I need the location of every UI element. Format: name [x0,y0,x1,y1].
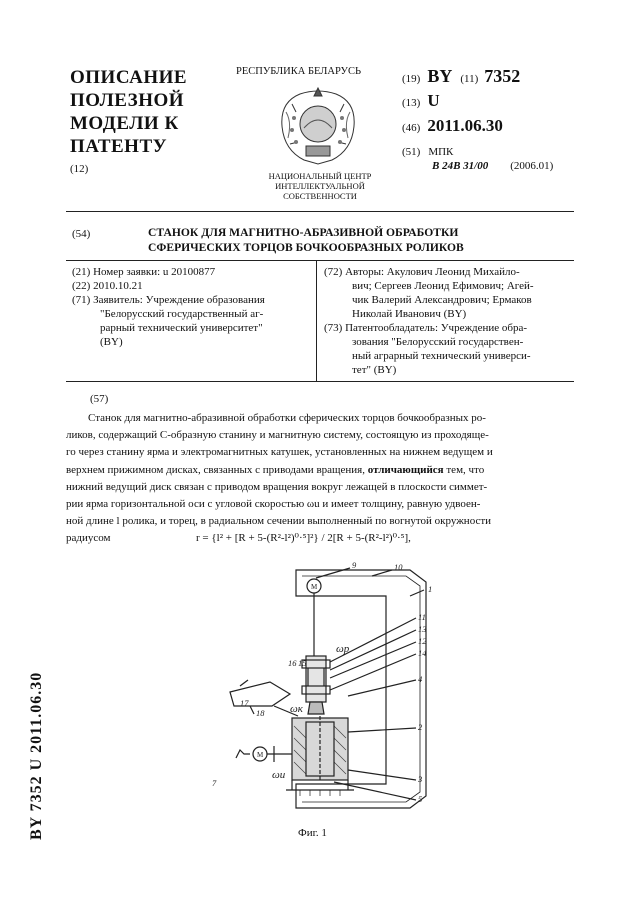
doc-title-line: ПАТЕНТУ [70,136,168,157]
figure-label: 11 [418,612,426,622]
abstract-text: верхнем прижимном дисках, связанных с приводами вращения, [66,463,368,476]
doc-title-line: МОДЕЛИ К [70,113,179,134]
divider [66,260,574,261]
abstract-line: Станок для магнитно-абразивной обработки сферических торцов бочкообразных ро- [88,412,486,424]
ipc-class: B 24B 31/00 [432,160,489,172]
applicant-cont: "Белорусский государственный аг- [100,308,264,320]
abstract-line: ликов, содержащий С-образную станину и магнитную систему, состоящую из проходяще- [66,429,489,442]
ipc-class-row [432,156,553,174]
abstract-code: (57) [90,393,109,405]
date-code: (46) [402,122,421,134]
patent-owner-cont: ный аграрный технический универси- [352,350,531,362]
patent-owner: (73) Патентообладатель: Учреждение обра- [324,322,528,334]
upper-spindle [306,656,326,702]
abstract-line: ной длине l ролика, и торец, в радиальном сечении выполненный по вогнутой окружности [66,515,492,528]
abstract-line: радиусом [66,532,111,545]
patent-owner-cont: тет" (BY) [352,364,397,376]
doc-title-line: ПОЛЕЗНОЙ [70,90,185,111]
ipc-code: (51) [402,146,421,158]
abstract-line: го через станину ярма и электромагнитных катушек, установленных на нижнем ведущем и [66,446,493,459]
application-number: (21) Номер заявки: u 20100877 [72,266,216,278]
authors-cont: вич; Сергеев Леонид Ефимович; Агей- [352,280,534,292]
figure-label: 17 [240,698,249,708]
patent-title [148,225,464,255]
date-row [402,116,503,136]
figure-label: M [257,751,264,759]
divider [66,381,574,382]
doc-title-line: ОПИСАНИЕ [70,67,188,88]
title-line: СФЕРИЧЕСКИХ ТОРЦОВ БОЧКООБРАЗНЫХ РОЛИКОВ [148,241,464,254]
title-code: (54) [72,228,91,240]
figure-label: M [311,583,318,591]
biblio-left [72,265,308,349]
figure-label: ωк [290,703,303,715]
figure-label: 2 [418,722,423,732]
number-code: (11) [460,73,479,85]
country-code: (19) [402,73,421,85]
abstract-line: рии ярма горизонтальной оси с угловой скоростью ωu и имеет толщину, равную удвоен- [66,498,481,511]
coat-of-arms-icon [272,82,364,168]
patent-number: 7352 [484,66,521,86]
center-line: НАЦИОНАЛЬНЫЙ ЦЕНТР [268,171,372,181]
formula: r = {l² + [R + 5-(R²-l²)⁰·⁵]²} / 2[R + 5-(R²-l²)⁰·⁵], [196,532,411,544]
patent-owner-cont: зования "Белорусский государствен- [352,336,524,348]
applicant: (71) Заявитель: Учреждение образования [72,294,265,306]
figure-label: 10 [394,562,403,572]
figure-label: 13 [418,624,427,634]
kind: U [427,91,440,110]
kind-code: (13) [402,97,421,109]
column-divider [316,260,317,381]
publication-date: 2011.06.30 [427,116,503,135]
republic-label: РЕСПУБЛИКА БЕЛАРУСЬ [236,66,362,77]
country-row [402,66,520,87]
authors-cont: чик Валерий Александрович; Ермаков [352,294,532,306]
authors-cont: Николай Иванович (BY) [352,308,467,320]
side-label: BY 7352 U 2011.06.30 [28,671,45,840]
applicant-cont: рарный технический университет" [100,322,263,334]
abstract-text: тем, что [443,463,485,476]
figure-label: ωu [272,769,286,781]
center-line: СОБСТВЕННОСТИ [283,191,357,201]
figure-label: 9 [352,560,357,570]
figure-label: 14 [418,648,427,658]
national-center [250,171,390,201]
filing-date: (22) 2010.10.21 [72,280,143,292]
figure-label: 3 [418,774,423,784]
abstract-line-with-bold [66,462,574,479]
doc-code: (12) [70,163,89,175]
figure-label: 5 [418,794,423,804]
figure-label: 1 [428,584,433,594]
ipc-label: МПК [428,146,454,158]
authors: (72) Авторы: Акулович Леонид Михайло- [324,266,520,278]
figure-label: 15 [298,658,307,668]
applicant-cont: (BY) [100,336,123,348]
figure-label: 12 [418,636,427,646]
country: BY [427,66,453,86]
machine-drawing [210,556,450,818]
divider [66,211,574,212]
figure-label: 18 [256,708,265,718]
figure-label: ωp [336,643,350,655]
center-line: ИНТЕЛЛЕКТУАЛЬНОЙ [275,181,365,191]
biblio-right [324,265,572,377]
figure-label: 7 [212,778,217,788]
ipc-version: (2006.01) [510,160,554,172]
title-line: СТАНОК ДЛЯ МАГНИТНО-АБРАЗИВНОЙ ОБРАБОТКИ [148,226,459,239]
abstract-body [66,410,574,548]
abstract-line: нижний ведущий диск связан с приводом вращения вокруг лежащей в плоскости симмет- [66,480,488,493]
figure-label: 4 [418,674,423,684]
figure-caption: Фиг. 1 [298,827,327,839]
kind-row [402,91,440,111]
figure-label: 16 [288,658,297,668]
doc-title [70,66,187,158]
claim-keyword: отличающийся [367,463,444,476]
